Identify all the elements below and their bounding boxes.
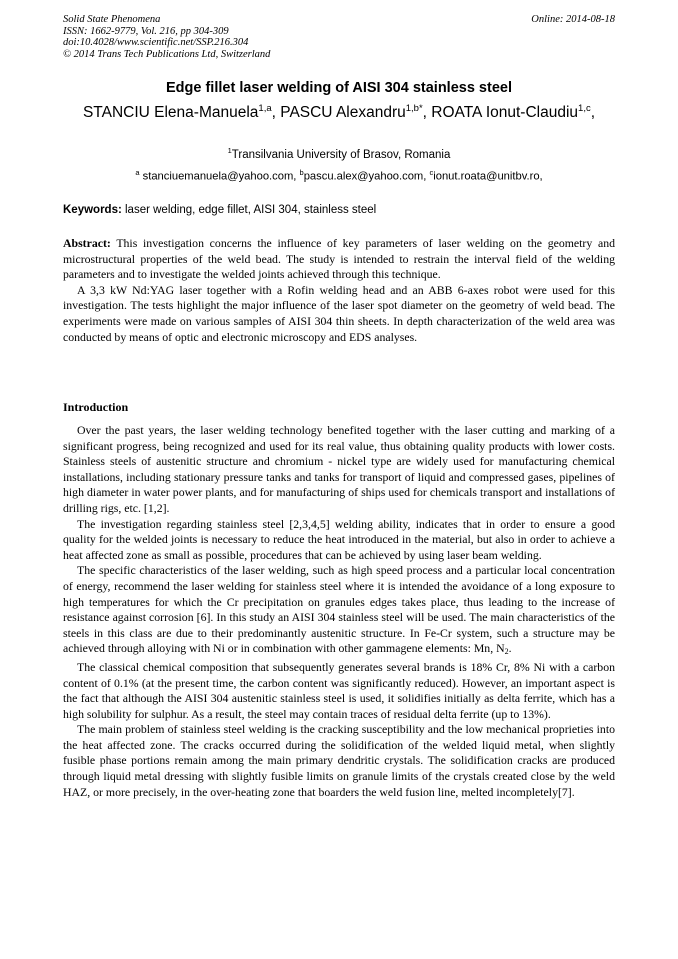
author-name: PASCU Alexandru xyxy=(280,104,406,122)
keywords xyxy=(63,204,615,216)
email-link[interactable]: ionut.roata@unitbv.ro, xyxy=(433,170,543,183)
author-affiliation-mark: 1,a xyxy=(258,103,272,114)
email-mark: c xyxy=(429,168,434,177)
abstract xyxy=(63,236,615,345)
author-separator: , xyxy=(590,104,596,122)
subscript: 2 xyxy=(504,647,509,657)
abstract-text: This investigation concerns the influence of key parameters of laser welding on the geometry and microstructural properties of the weld bead. The study is intended to restrain the interval field of the welding parameters and to investigate the welded joints achieved through this technique. xyxy=(63,236,615,282)
email-link[interactable]: pascu.alex@yahoo.com, xyxy=(303,170,430,183)
journal-doi: doi:10.4028/www.scientific.net/SSP.216.304 xyxy=(63,37,249,49)
journal-header xyxy=(63,14,615,60)
email-link[interactable]: stanciuemanuela@yahoo.com, xyxy=(139,170,300,183)
author-separator: , xyxy=(271,104,281,122)
keywords-label: Keywords: xyxy=(63,204,122,216)
journal-issn: ISSN: 1662-9779, Vol. 216, pp 304-309 xyxy=(63,25,229,37)
author-name: STANCIU Elena-Manuela xyxy=(82,104,259,122)
affiliation-mark: 1 xyxy=(227,146,232,155)
introduction-section xyxy=(63,423,615,800)
author-affiliation-mark: 1,c xyxy=(578,103,591,114)
email-mark: a xyxy=(135,168,140,177)
intro-paragraph xyxy=(63,563,615,660)
intro-paragraph-end: . xyxy=(508,641,512,656)
online-date: Online: 2014-08-18 xyxy=(531,14,615,25)
abstract-label: Abstract: xyxy=(63,236,111,250)
intro-paragraph-text: The specific characteristics of the laser welding, such as high speed process and a particular local concentration of energy, recommend the laser welding for stainless steel where it is intended the avoidance of a long exposure to high temperatures for which the Cr precipitation on granules edges takes place, thus leading to the increase of resistance against corrosion [6]. In this study an AISI 304 stainless steel will be used. The main characteristics of the steels in this class are due to their predominantly austenitic structure. In Fe-Cr system, such a structure may be achieved through alloying with Ni or in combination with other gammagene elements: Mn, N xyxy=(63,563,615,656)
keywords-text: laser welding, edge fillet, AISI 304, stainless steel xyxy=(121,204,377,216)
intro-paragraph: The classical chemical composition that subsequently generates several brands is 18% Cr, 8% Ni with a carbon content of 0.1% (at the present time, the carbon content was significantly reduced). However, an important aspect is the fact that although the AISI 304 austenitic stainless steel is used, it solidifies initially as delta ferrite, which has a high solubility for sulphur. As a result, the steel may contain traces of residual delta ferrite (up to 13%). xyxy=(63,659,615,721)
author-separator: , xyxy=(422,104,432,122)
author-list xyxy=(40,103,638,122)
abstract-paragraph: A 3,3 kW Nd:YAG laser together with a Rofin welding head and an ABB 6-axes robot were used for this investigation. The tests highlight the major influence of the laser spot diameter on the geometry of weld bead. The experiments were made on various samples of AISI 304 thin sheets. In depth characterization of the weld area was conducted by means of optic and electronic microscopy and EDS analyses. xyxy=(63,282,615,344)
author-name: ROATA Ionut-Claudiu xyxy=(431,104,579,122)
journal-copyright: © 2014 Trans Tech Publications Ltd, Switzerland xyxy=(63,48,271,60)
intro-paragraph: The investigation regarding stainless steel [2,3,4,5] welding ability, indicates that in order to ensure a good quality for the welded joints is necessary to reduce the heat introduced in the material, but also in order to achieve a heat affected zone as small as possible, procedures that can be achieved by using laser beam welding. xyxy=(63,516,615,562)
affiliation xyxy=(63,146,615,161)
journal-name: Solid State Phenomena xyxy=(63,14,161,25)
affiliation-text: Transilvania University of Brasov, Romania xyxy=(231,148,451,161)
author-affiliation-mark: 1,b* xyxy=(405,103,423,114)
abstract-paragraph xyxy=(63,236,615,283)
author-emails xyxy=(50,168,628,183)
intro-paragraph: The main problem of stainless steel welding is the cracking susceptibility and the low mechanical proprieties into the heat affected zone. The cracks occurred during the solidification of the welded liquid metal, when slightly fusible phase portions remain among the main primary dendritic crystals. The solidification cracks are produced through liquid metal dressing with slightly fusible limits on granule limits of the crystals created close by the weld HAZ, or more precisely, in the over-heating zone that boarders the weld fusion line, melted incompletely[7]. xyxy=(63,722,615,799)
section-heading-introduction: Introduction xyxy=(63,400,129,414)
intro-paragraph: Over the past years, the laser welding technology benefited together with the laser cutting and marking of a significant progress, being recognized and used for its real value, thus obtaining quality products with lower costs. Stainless steels of austenitic structure and chromium - nickel type are widely used for manufacturing chemical installations, including stationary pressure tanks and tanks for transport of liquid and compressed gases, pipelines of high diameter in water power plants, and for manufacturing of ships used for chemicals transport and installations of drilling rigs, etc. [1,2]. xyxy=(63,423,615,515)
email-mark: b xyxy=(299,168,304,177)
paper-title: Edge fillet laser welding of AISI 304 stainless steel xyxy=(166,80,512,96)
